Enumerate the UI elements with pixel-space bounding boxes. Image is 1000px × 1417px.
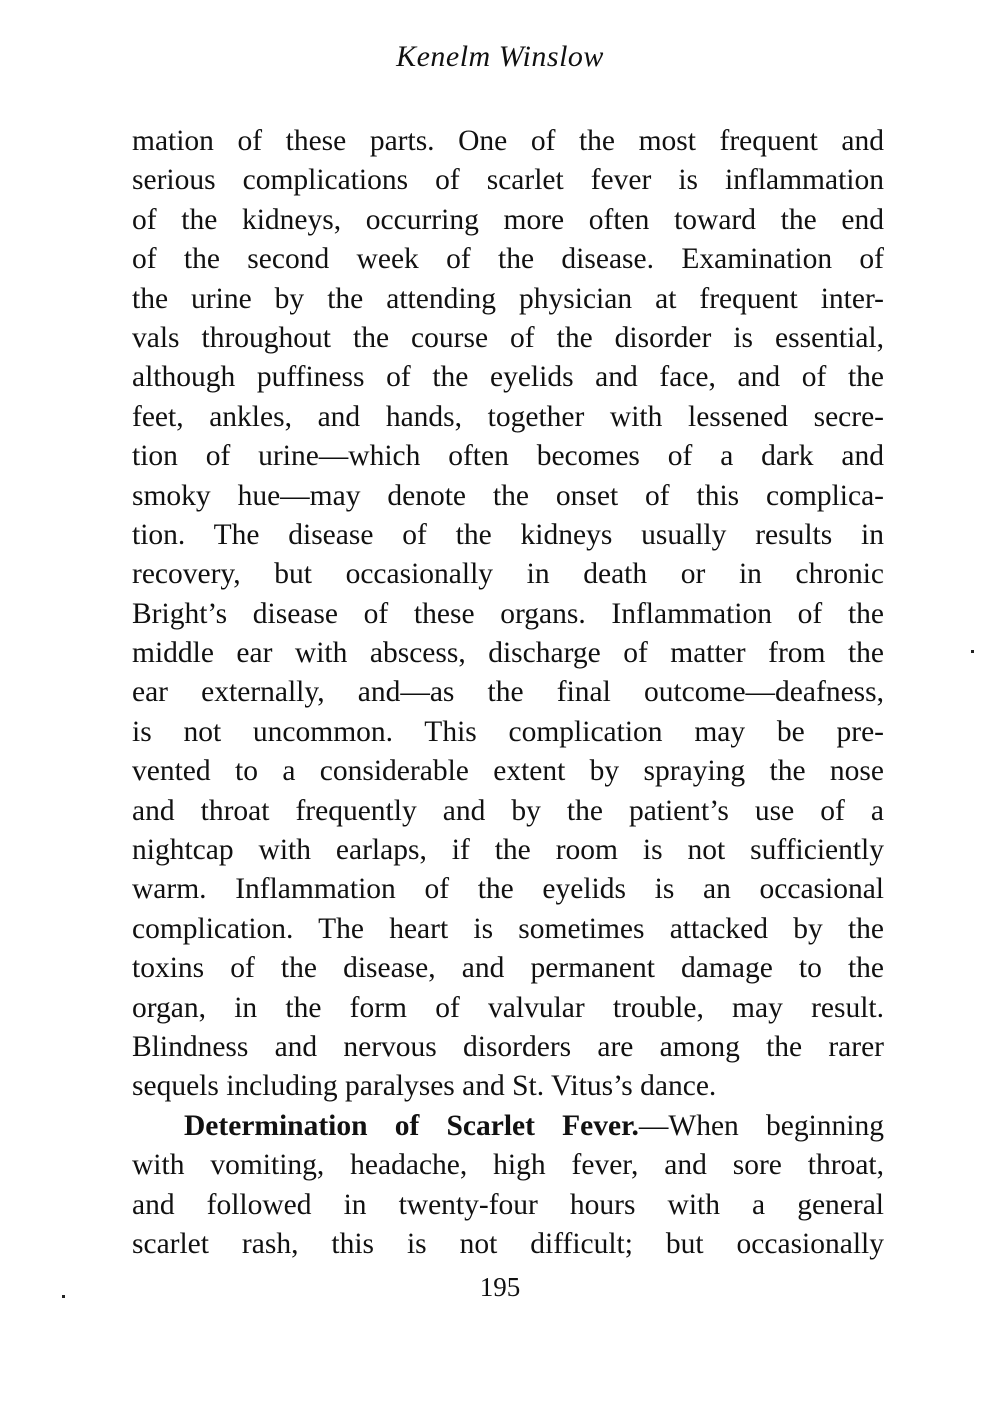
text-line: serious complications of scarlet fever is inflammation [132,164,884,197]
text-line: ear externally, and—as the final outcome—deafness, [132,676,884,709]
heading-continuation: —When beginning [638,1109,884,1142]
text-line: smoky hue—may denote the onset of this complica- [132,479,884,512]
running-head: Kenelm Winslow [396,40,604,73]
scan-speck [971,650,974,653]
text-line: organ, in the form of valvular trouble, may result. [132,991,884,1024]
paragraph-complications [132,122,884,1107]
text-line: of the second week of the disease. Examination of [132,243,884,276]
text-line: toxins of the disease, and permanent damage to the [132,952,884,985]
text-line: and throat frequently and by the patient’s use of a [132,794,884,827]
paragraph-determination [132,1107,884,1265]
text-line: the urine by the attending physician at frequent inter- [132,282,884,315]
text-line: Bright’s disease of these organs. Inflammation of the [132,597,884,630]
text-line: recovery, but occasionally in death or in chronic [132,558,884,591]
text-line: feet, ankles, and hands, together with lessened secre- [132,400,884,433]
text-line: although puffiness of the eyelids and face, and of the [132,361,884,394]
section-heading: Determination of Scarlet Fever. [184,1109,639,1142]
text-line: tion of urine—which often becomes of a dark and [132,440,884,473]
scan-speck [62,1295,65,1298]
body-text [132,122,884,1264]
text-line: nightcap with earlaps, if the room is not sufficiently [132,834,884,867]
text-line: complication. The heart is sometimes attacked by the [132,912,884,945]
paragraph-first-line [132,1107,884,1146]
text-line: with vomiting, headache, high fever, and sore throat, [132,1149,884,1182]
text-line: Blindness and nervous disorders are among the rarer [132,1030,884,1063]
text-line: middle ear with abscess, discharge of matter from the [132,637,884,670]
text-line: mation of these parts. One of the most frequent and [132,125,884,157]
page-number: 195 [479,1272,521,1302]
text-line: vented to a considerable extent by spraying the nose [132,755,884,788]
text-line: vals throughout the course of the disorder is essential, [132,321,884,354]
text-line: scarlet rash, this is not difficult; but occasionally [132,1227,884,1260]
text-line: sequels including paralyses and St. Vitus’s dance. [132,1070,717,1103]
text-line: tion. The disease of the kidneys usually results in [132,518,884,551]
text-line: is not uncommon. This complication may be pre- [132,715,884,748]
text-line: warm. Inflammation of the eyelids is an occasional [132,873,884,906]
text-line: and followed in twenty-four hours with a general [132,1188,884,1221]
text-line: of the kidneys, occurring more often toward the end [132,203,884,236]
